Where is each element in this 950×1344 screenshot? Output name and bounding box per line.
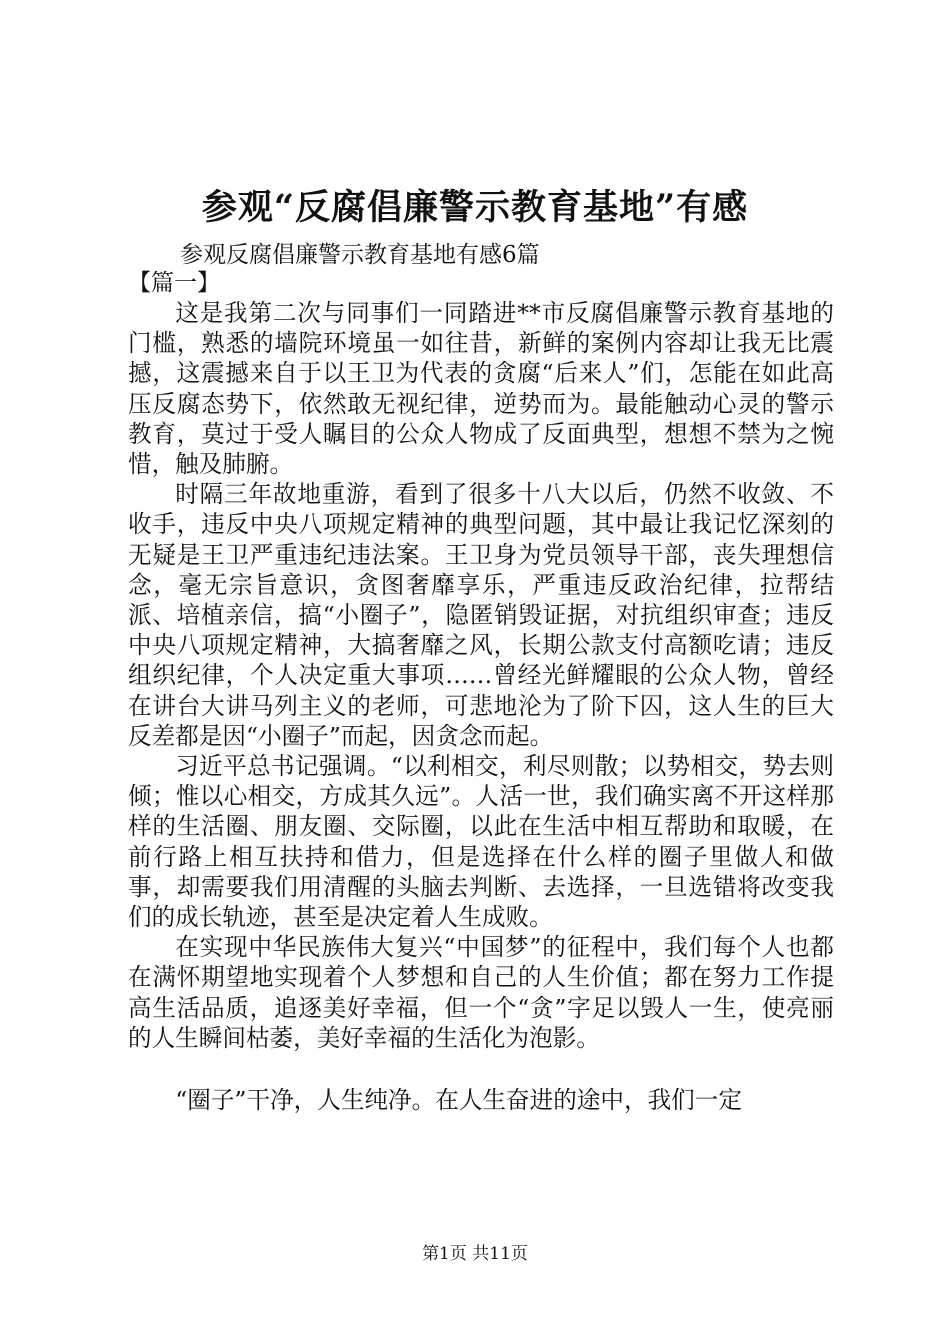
document-subtitle: 参观反腐倡廉警示教育基地有感6篇 [180,242,540,268]
body-paragraph: 这是我第二次与同事们一同踏进**市反腐倡廉警示教育基地的门槛，熟悉的墙院环境虽一如往昔，新鲜的案例内容却让我无比震撼，这震撼来自于以王卫为代表的贪腐“后来人”们，怎能在如此高压反腐态势下，依然敢无视纪律，逆势而为。最能触动心灵的警示教育，莫过于受人瞩目的公众人物成了反面典型，想想不禁为之惋惜，触及肺腑。 [128,299,834,479]
body-paragraph: 在实现中华民族伟大复兴“中国梦”的征程中，我们每个人也都在满怀期望地实现着个人梦想和自己的人生价值；都在努力工作提高生活品质，追逐美好幸福，但一个“贪”字足以毁人一生，使亮丽的人生瞬间枯萎，美好幸福的生活化为泡影。 [128,933,834,1052]
page-footer: 第1页 共11页 [422,1244,528,1264]
body-paragraph: 习近平总书记强调。“以利相交，利尽则散；以势相交，势去则倾；惟以心相交，方成其久远”。人活一世，我们确实离不开这样那样的生活圈、朋友圈、交际圈，以此在生活中相互帮助和取暖，在前行路上相互扶持和借力，但是选择在什么样的圈子里做人和做事，却需要我们用清醒的头脑去判断、去选择，一旦选错将改变我们的成长轨迹，甚至是决定着人生成败。 [128,752,834,932]
document-body [128,298,834,1115]
body-paragraph: “圈子”干净，人生纯净。在人生奋进的途中，我们一定 [175,1086,742,1115]
section-label: 【篇一】 [128,270,220,296]
document-title: 参观“反腐倡廉警示教育基地”有感 [201,187,749,228]
body-paragraph: 时隔三年故地重游，看到了很多十八大以后，仍然不收敛、不收手，违反中央八项规定精神的典型问题，其中最让我记忆深刻的无疑是王卫严重违纪违法案。王卫身为党员领导干部，丧失理想信念，毫无宗旨意识，贪图奢靡享乐，严重违反政治纪律，拉帮结派、培植亲信，搞“小圈子”，隐匿销毁证据，对抗组织审查；违反中央八项规定精神，大搞奢靡之风，长期公款支付高额吃请；违反组织纪律，个人决定重大事项……曾经光鲜耀眼的公众人物，曾经在讲台大讲马列主义的老师，可悲地沦为了阶下囚，这人生的巨大反差都是因“小圈子”而起，因贪念而起。 [128,480,834,750]
